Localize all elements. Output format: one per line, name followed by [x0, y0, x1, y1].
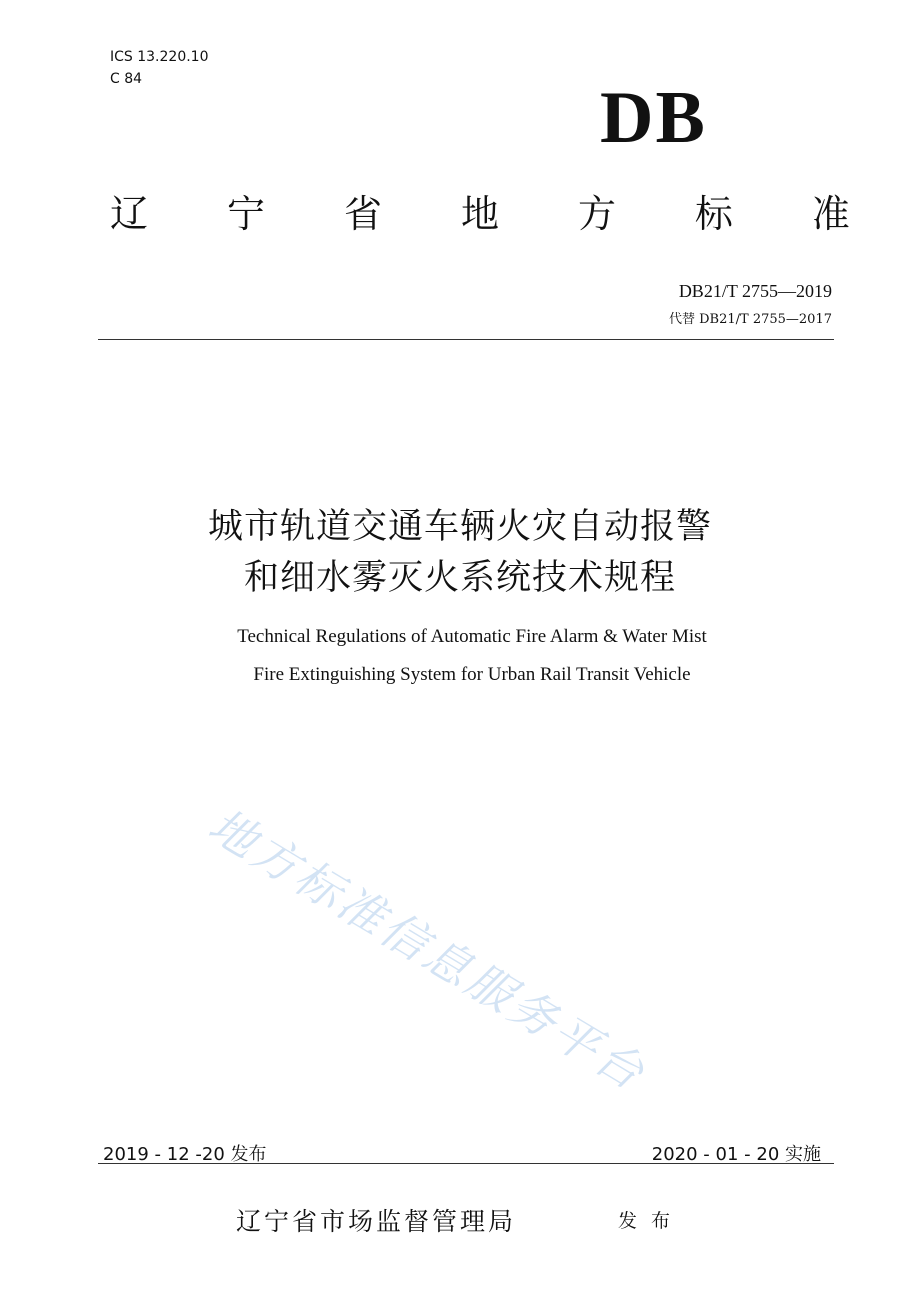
title-en-line1: Technical Regulations of Automatic Fire Alarm & Water Mist [237, 626, 707, 647]
standard-type [110, 190, 850, 238]
db-logo: DB [600, 77, 707, 159]
standard-type-char: 宁 [226, 192, 265, 236]
classification-code: C 84 [110, 71, 143, 87]
top-divider [98, 339, 834, 340]
title-cn-line2: 和细水雾灭火系统技术规程 [243, 558, 676, 598]
bottom-divider [98, 1163, 834, 1164]
standard-type-char: 准 [811, 192, 850, 236]
standard-type-char: 地 [460, 192, 499, 236]
standard-number: DB21/T 2755—2019 [678, 281, 832, 301]
publisher-suffix: 发布 [618, 1210, 685, 1232]
standard-type-char: 省 [343, 192, 382, 236]
standard-type-char: 标 [694, 192, 733, 236]
title-en-line2: Fire Extinguishing System for Urban Rail Transit Vehicle [253, 664, 691, 685]
title-cn-line1: 城市轨道交通车辆火灾自动报警 [207, 507, 712, 547]
standard-type-char: 辽 [110, 192, 149, 236]
issue-date: 2019 - 12 -20 发布 [103, 1144, 267, 1165]
publisher-name: 辽宁省市场监督管理局 [236, 1207, 517, 1236]
implementation-date: 2020 - 01 - 20 实施 [651, 1144, 821, 1165]
standard-type-char: 方 [577, 192, 616, 236]
replaces-standard: 代替 DB21/T 2755—2017 [668, 312, 832, 327]
watermark: 地方标准信息服务平台 [199, 797, 656, 1102]
ics-code: ICS 13.220.10 [110, 49, 209, 65]
